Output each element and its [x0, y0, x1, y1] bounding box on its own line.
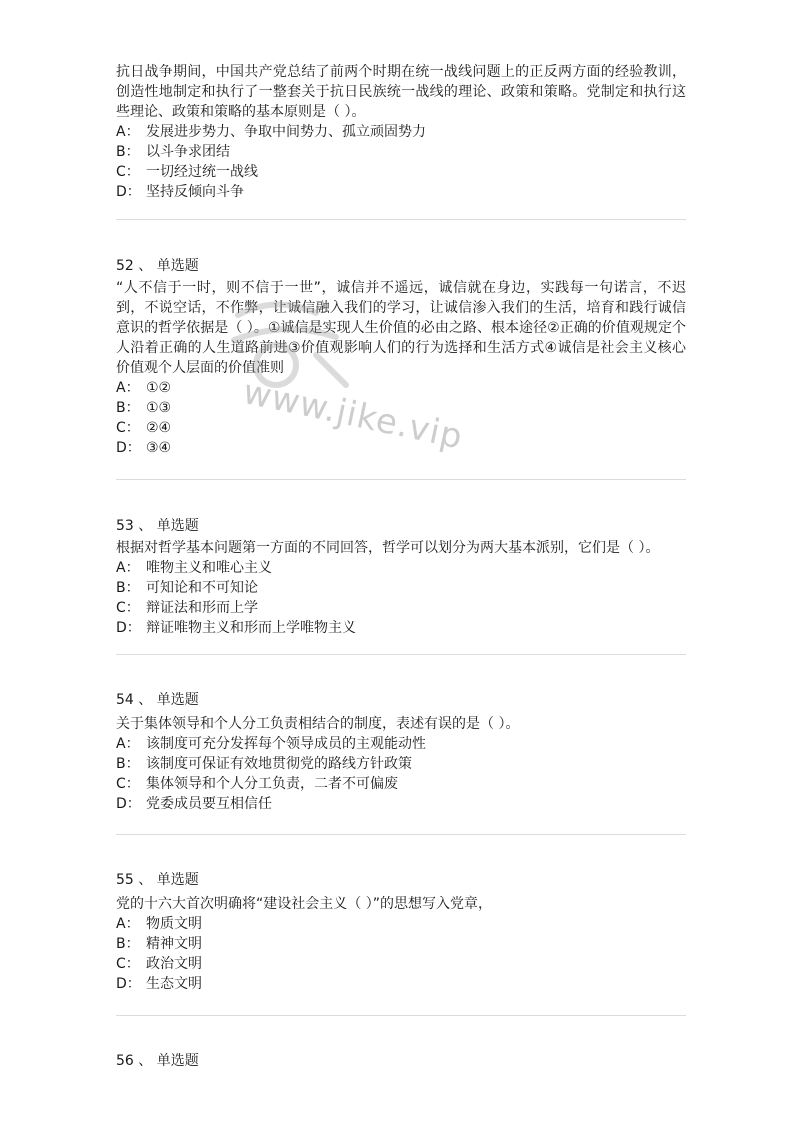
- question-53: [116, 516, 686, 638]
- option-d: D： 坚持反倾向斗争: [116, 184, 244, 200]
- option-b: B： 可知论和不可知论: [116, 580, 258, 596]
- option-b: B： 以斗争求团结: [116, 144, 230, 160]
- question-header: 52 、 单选题: [116, 258, 199, 274]
- option-a: A： ①②: [116, 380, 172, 396]
- question-stem: “人不信于一时，则不信于一世”，诚信并不遥远，诚信就在身边，实践每一句诺言，不迟到，不说空话，不作弊，让诚信融入我们的学习，让诚信渗入我们的生活，培育和践行诚信意识的哲学依据是（ ）。①诚信是实现人生价值的必由之路、根本途径②正确的价值观规定个人沿着正确的人生道路前进③价值观影响人们的行为选择和生活方式④诚信是社会主义核心价值观个人层面的价值准则: [116, 280, 686, 376]
- option-d: D： ③④: [116, 440, 172, 456]
- option-a: A： 物质文明: [116, 916, 202, 932]
- option-a: A： 发展进步势力、争取中间势力、孤立顽固势力: [116, 124, 426, 140]
- question-header: 53 、 单选题: [116, 518, 199, 534]
- question-header: 55 、 单选题: [116, 872, 199, 888]
- question-stem: 关于集体领导和个人分工负责相结合的制度，表述有误的是（ ）。: [116, 716, 520, 732]
- question-56: [116, 1051, 686, 1073]
- watermark-text: www.jike.vip: [239, 372, 467, 458]
- option-b: B： 该制度可保证有效地贯彻党的路线方针政策: [116, 756, 412, 772]
- option-d: D： 党委成员要互相信任: [116, 796, 272, 812]
- option-a: A： 该制度可充分发挥每个领导成员的主观能动性: [116, 736, 426, 752]
- option-d: D： 辩证唯物主义和形而上学唯物主义: [116, 620, 356, 636]
- divider: [116, 654, 686, 655]
- option-c: C： 辩证法和形而上学: [116, 600, 258, 616]
- option-d: D： 生态文明: [116, 976, 202, 992]
- option-c: C： 政治文明: [116, 956, 202, 972]
- divider: [116, 219, 686, 220]
- divider: [116, 1015, 686, 1016]
- question-54: [116, 690, 686, 814]
- question-header: 54 、 单选题: [116, 692, 199, 708]
- option-c: C： ②④: [116, 420, 172, 436]
- divider: [116, 834, 686, 835]
- divider: [116, 479, 686, 480]
- question-stem: 根据对哲学基本问题第一方面的不同回答，哲学可以划分为两大基本派别，它们是（ ）。: [116, 540, 660, 556]
- question-51: [116, 62, 686, 202]
- question-55: [116, 870, 686, 994]
- question-stem: 党的十六大首次明确将“建设社会主义（ ）”的思想写入党章，: [116, 896, 492, 912]
- option-a: A： 唯物主义和唯心主义: [116, 560, 272, 576]
- option-b: B： 精神文明: [116, 936, 202, 952]
- option-c: C： 一切经过统一战线: [116, 164, 258, 180]
- question-stem: 抗日战争期间，中国共产党总结了前两个时期在统一战线问题上的正反两方面的经验教训，创造性地制定和执行了一整套关于抗日民族统一战线的理论、政策和策略。党制定和执行这些理论、政策和策略的基本原则是（ ）。: [116, 64, 686, 120]
- option-c: C： 集体领导和个人分工负责，二者不可偏废: [116, 776, 398, 792]
- option-b: B： ①③: [116, 400, 172, 416]
- question-52: [116, 256, 686, 458]
- question-header: 56 、 单选题: [116, 1053, 199, 1069]
